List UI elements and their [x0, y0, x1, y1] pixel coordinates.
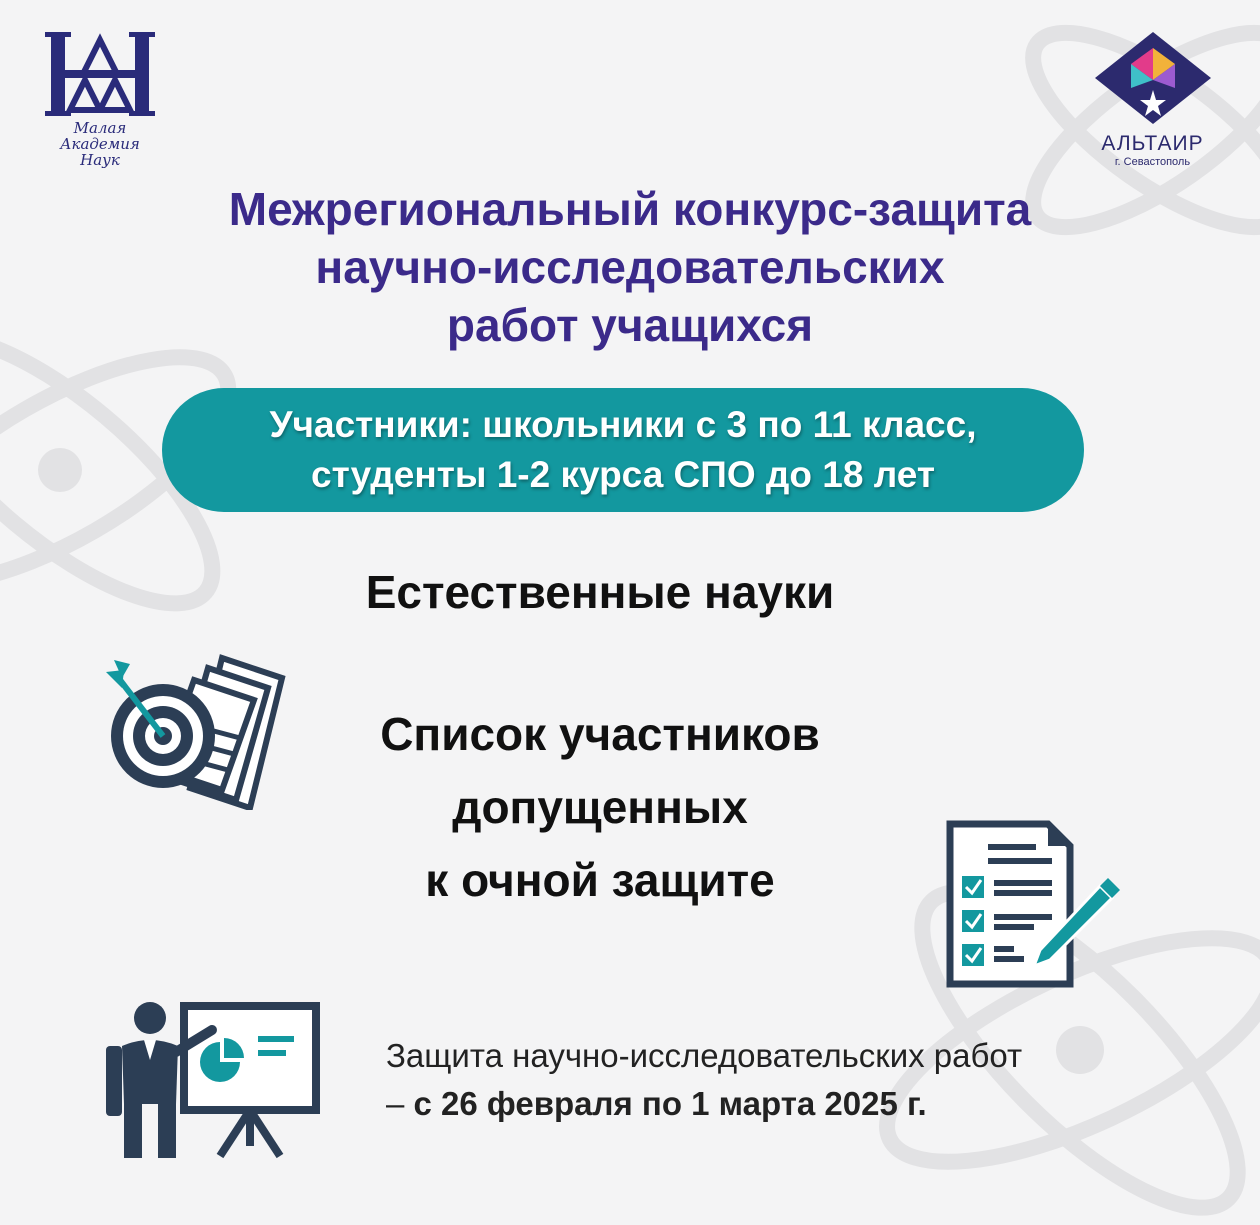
man-logo-line-3: Наук	[80, 151, 120, 169]
target-documents-icon	[100, 650, 295, 810]
presenter-icon	[100, 996, 322, 1162]
checklist-pen-icon	[940, 818, 1120, 990]
man-logo-icon	[45, 30, 155, 118]
dates-line-2: с 26 февраля по 1 марта 2025 г.	[413, 1085, 927, 1122]
list-title-line-1: Список участников	[380, 708, 820, 760]
participants-line-1: Участники: школьники с 3 по 11 класс,	[269, 404, 977, 445]
dates-line-1: Защита научно-исследовательских работ	[386, 1037, 1023, 1074]
defense-dates	[386, 1032, 1146, 1128]
altair-city: г. Севастополь	[1114, 156, 1191, 168]
man-logo-line-2: Академия	[60, 135, 140, 153]
list-title-line-3: к очной защите	[425, 854, 775, 906]
participants-list-title	[300, 698, 900, 917]
title-line-1: Межрегиональный конкурс-защита	[228, 183, 1032, 235]
altair-logo	[1080, 28, 1225, 168]
participants-line-2: студенты 1-2 курса СПО до 18 лет	[311, 454, 935, 495]
man-logo	[45, 30, 155, 168]
page-title	[120, 180, 1140, 354]
altair-logo-icon	[1091, 28, 1215, 128]
title-line-3: работ учащихся	[446, 299, 814, 351]
section-heading: Естественные науки	[365, 566, 835, 618]
man-logo-line-1: Малая	[73, 119, 127, 137]
title-line-2: научно-исследовательских	[315, 241, 945, 293]
list-title-line-2: допущенных	[452, 781, 748, 833]
altair-name: АЛЬТАИР	[1101, 132, 1204, 155]
participants-banner	[162, 388, 1084, 512]
dates-dash: –	[386, 1085, 414, 1122]
